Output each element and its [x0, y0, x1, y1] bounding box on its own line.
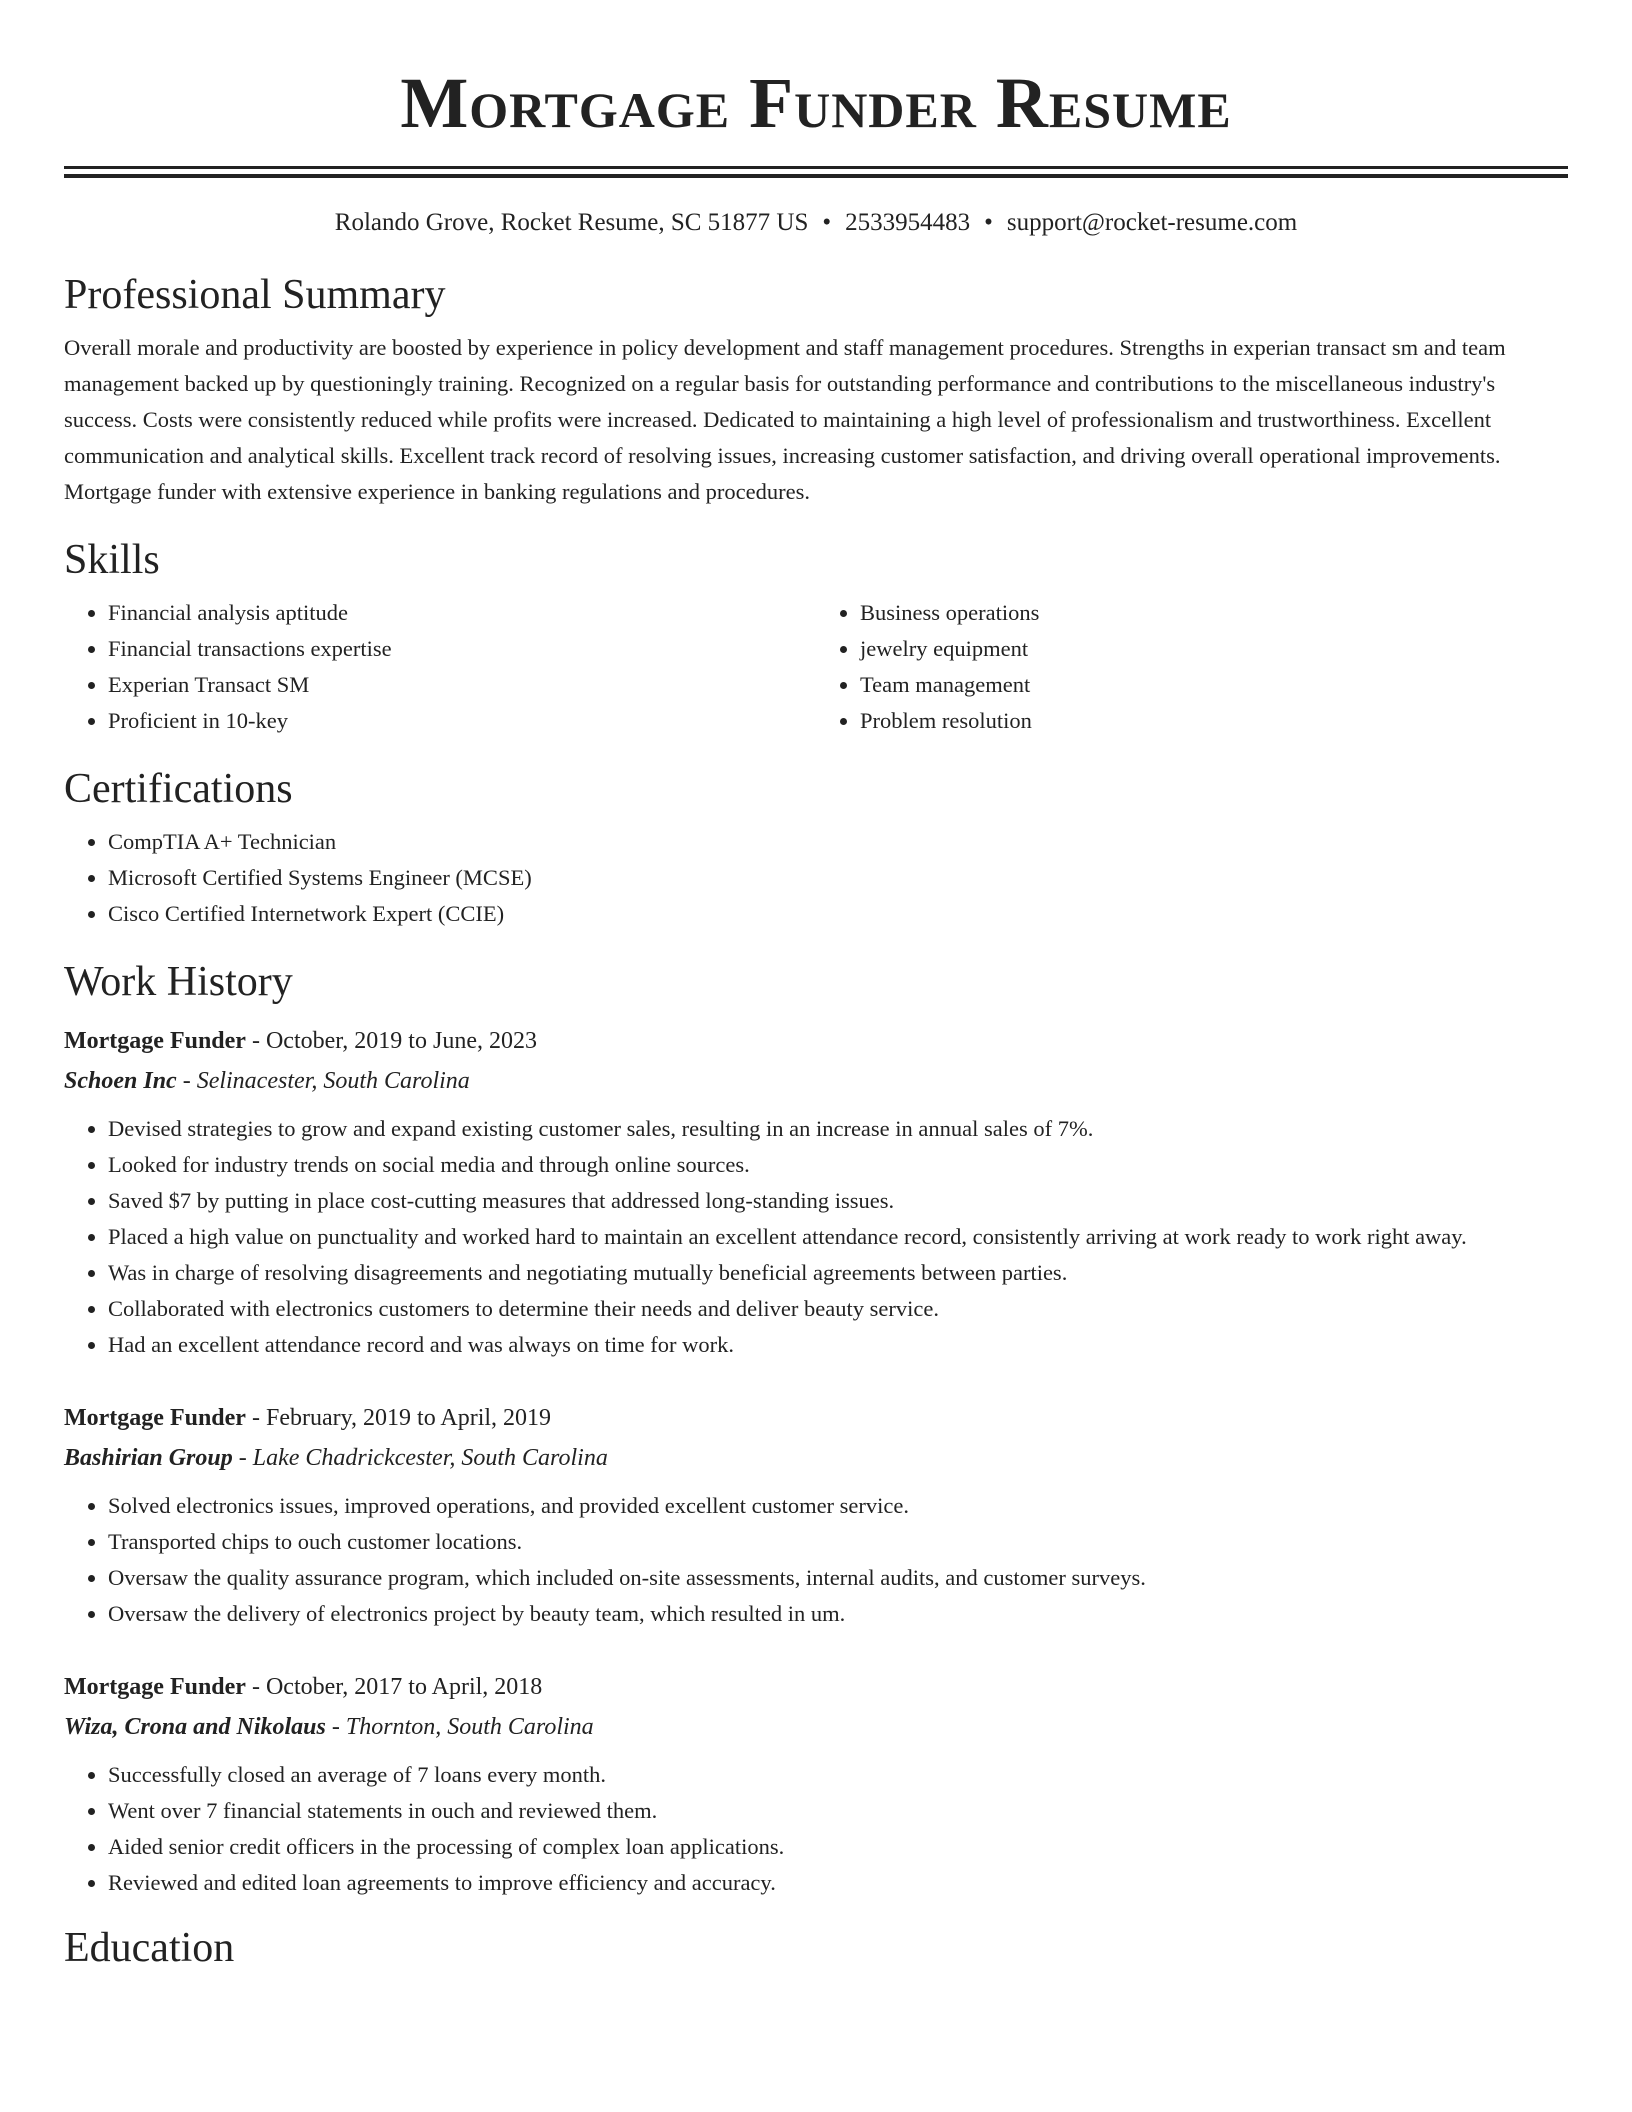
- certification-item: • CompTIA A+ Technician: [108, 824, 1568, 860]
- job-bullet: • Looked for industry trends on social media and through online sources.: [108, 1147, 1568, 1183]
- contact-separator: •: [822, 209, 832, 236]
- job-location: Selinacester, South Carolina: [196, 1068, 470, 1094]
- job-dash: -: [182, 1068, 191, 1094]
- certification-item: • Microsoft Certified Systems Engineer (MCSE): [108, 860, 1568, 896]
- contact-phone: 2533954483: [845, 209, 971, 236]
- job-dates: October, 2017 to April, 2018: [265, 1674, 543, 1700]
- job-bullets: [64, 1757, 1568, 1901]
- skills-section: [64, 535, 1568, 739]
- contact-email: support@rocket-resume.com: [1006, 209, 1298, 236]
- skill-item: • jewelry equipment: [860, 631, 1568, 667]
- job-company-line: [64, 1061, 1568, 1101]
- skill-item: • Team management: [860, 667, 1568, 703]
- job-location: Thornton, South Carolina: [345, 1714, 594, 1740]
- job-bullet: • Went over 7 financial statements in ouch and reviewed them.: [108, 1793, 1568, 1829]
- job-bullet: • Successfully closed an average of 7 loans every month.: [108, 1757, 1568, 1793]
- title-divider-top: [64, 166, 1568, 169]
- job-dash: -: [331, 1714, 340, 1740]
- job-bullet: • Reviewed and edited loan agreements to improve efficiency and accuracy.: [108, 1865, 1568, 1901]
- job-bullet: • Collaborated with electronics customers to determine their needs and deliver beauty service.: [108, 1291, 1568, 1327]
- contact-line: [64, 208, 1568, 238]
- skill-item: • Financial transactions expertise: [108, 631, 816, 667]
- job-title-line: [64, 1667, 1568, 1707]
- job-bullet: • Was in charge of resolving disagreements and negotiating mutually beneficial agreements between parties.: [108, 1255, 1568, 1291]
- certifications-section: [64, 764, 1568, 932]
- title-divider-bottom: [64, 174, 1568, 178]
- contact-address: Rolando Grove, Rocket Resume, SC 51877 US: [334, 209, 809, 236]
- job-bullet: • Transported chips to ouch customer locations.: [108, 1524, 1568, 1560]
- job-dates: February, 2019 to April, 2019: [265, 1405, 552, 1431]
- skills-list-left: [64, 595, 816, 739]
- certifications-heading: Certifications: [64, 766, 293, 812]
- job-bullet: • Oversaw the delivery of electronics project by beauty team, which resulted in um.: [108, 1596, 1568, 1632]
- job-dash: -: [251, 1674, 260, 1700]
- job-title-line: [64, 1021, 1568, 1061]
- job-entry: [64, 1021, 1568, 1363]
- job-title: Mortgage Funder: [64, 1674, 246, 1700]
- job-company: Schoen Inc: [64, 1068, 177, 1094]
- summary-text: Overall morale and productivity are boosted by experience in policy development and staff management procedures. Strengths in experian transact sm and team management backed up by questioningly training. Recognized on a regular basis for outstanding performance and contributions to the miscellaneous industry's success. Costs were consistently reduced while profits were increased. Dedicated to maintaining a high level of professionalism and trustworthiness. Excellent communication and analytical skills. Excellent track record of resolving issues, increasing customer satisfaction, and driving overall operational improvements. Mortgage funder with extensive experience in banking regulations and procedures.: [64, 335, 1506, 504]
- job-location: Lake Chadrickcester, South Carolina: [252, 1445, 608, 1471]
- summary-heading: Professional Summary: [64, 272, 446, 318]
- certifications-list: [64, 824, 1568, 932]
- job-bullets: [64, 1488, 1568, 1632]
- skill-item: • Business operations: [860, 595, 1568, 631]
- job-company-line: [64, 1707, 1568, 1747]
- job-bullet: • Saved $7 by putting in place cost-cutting measures that addressed long-standing issues.: [108, 1183, 1568, 1219]
- job-bullet: • Devised strategies to grow and expand existing customer sales, resulting in an increase in annual sales of 7%.: [108, 1111, 1568, 1147]
- education-heading: Education: [64, 1925, 235, 1971]
- job-title: Mortgage Funder: [64, 1405, 246, 1431]
- skills-list-right: [816, 595, 1568, 739]
- job-company-line: [64, 1438, 1568, 1478]
- summary-section: [64, 270, 1568, 510]
- job-bullet: • Solved electronics issues, improved operations, and provided excellent customer service.: [108, 1488, 1568, 1524]
- certification-item: • Cisco Certified Internetwork Expert (CCIE): [108, 896, 1568, 932]
- skill-item: • Experian Transact SM: [108, 667, 816, 703]
- skill-item: • Problem resolution: [860, 703, 1568, 739]
- resume-title: Mortgage Funder Resume: [400, 63, 1232, 143]
- job-entry: [64, 1398, 1568, 1632]
- job-bullet: • Aided senior credit officers in the processing of complex loan applications.: [108, 1829, 1568, 1865]
- job-dash: -: [238, 1445, 247, 1471]
- job-dates: October, 2019 to June, 2023: [265, 1028, 537, 1054]
- skill-item: • Financial analysis aptitude: [108, 595, 816, 631]
- job-bullet: • Had an excellent attendance record and was always on time for work.: [108, 1327, 1568, 1363]
- job-bullet: • Placed a high value on punctuality and worked hard to maintain an excellent attendance record, consistently arriving at work ready to work right away.: [108, 1219, 1568, 1255]
- skill-item: • Proficient in 10-key: [108, 703, 816, 739]
- work-history-section: [64, 957, 1568, 1901]
- job-title: Mortgage Funder: [64, 1028, 246, 1054]
- job-entry: [64, 1667, 1568, 1901]
- job-dash: -: [251, 1028, 260, 1054]
- job-title-line: [64, 1398, 1568, 1438]
- contact-separator: •: [984, 209, 993, 236]
- work-history-heading: Work History: [64, 959, 293, 1005]
- education-section: [64, 1923, 1568, 1973]
- job-dash: -: [251, 1405, 260, 1431]
- job-company: Wiza, Crona and Nikolaus: [64, 1714, 326, 1740]
- job-company: Bashirian Group: [64, 1445, 233, 1471]
- resume-page: [64, 0, 1568, 1973]
- job-bullets: [64, 1111, 1568, 1363]
- skills-heading: Skills: [64, 537, 160, 583]
- skills-grid: [64, 595, 1568, 739]
- job-bullet: • Oversaw the quality assurance program, which included on-site assessments, internal audits, and customer surveys.: [108, 1560, 1568, 1596]
